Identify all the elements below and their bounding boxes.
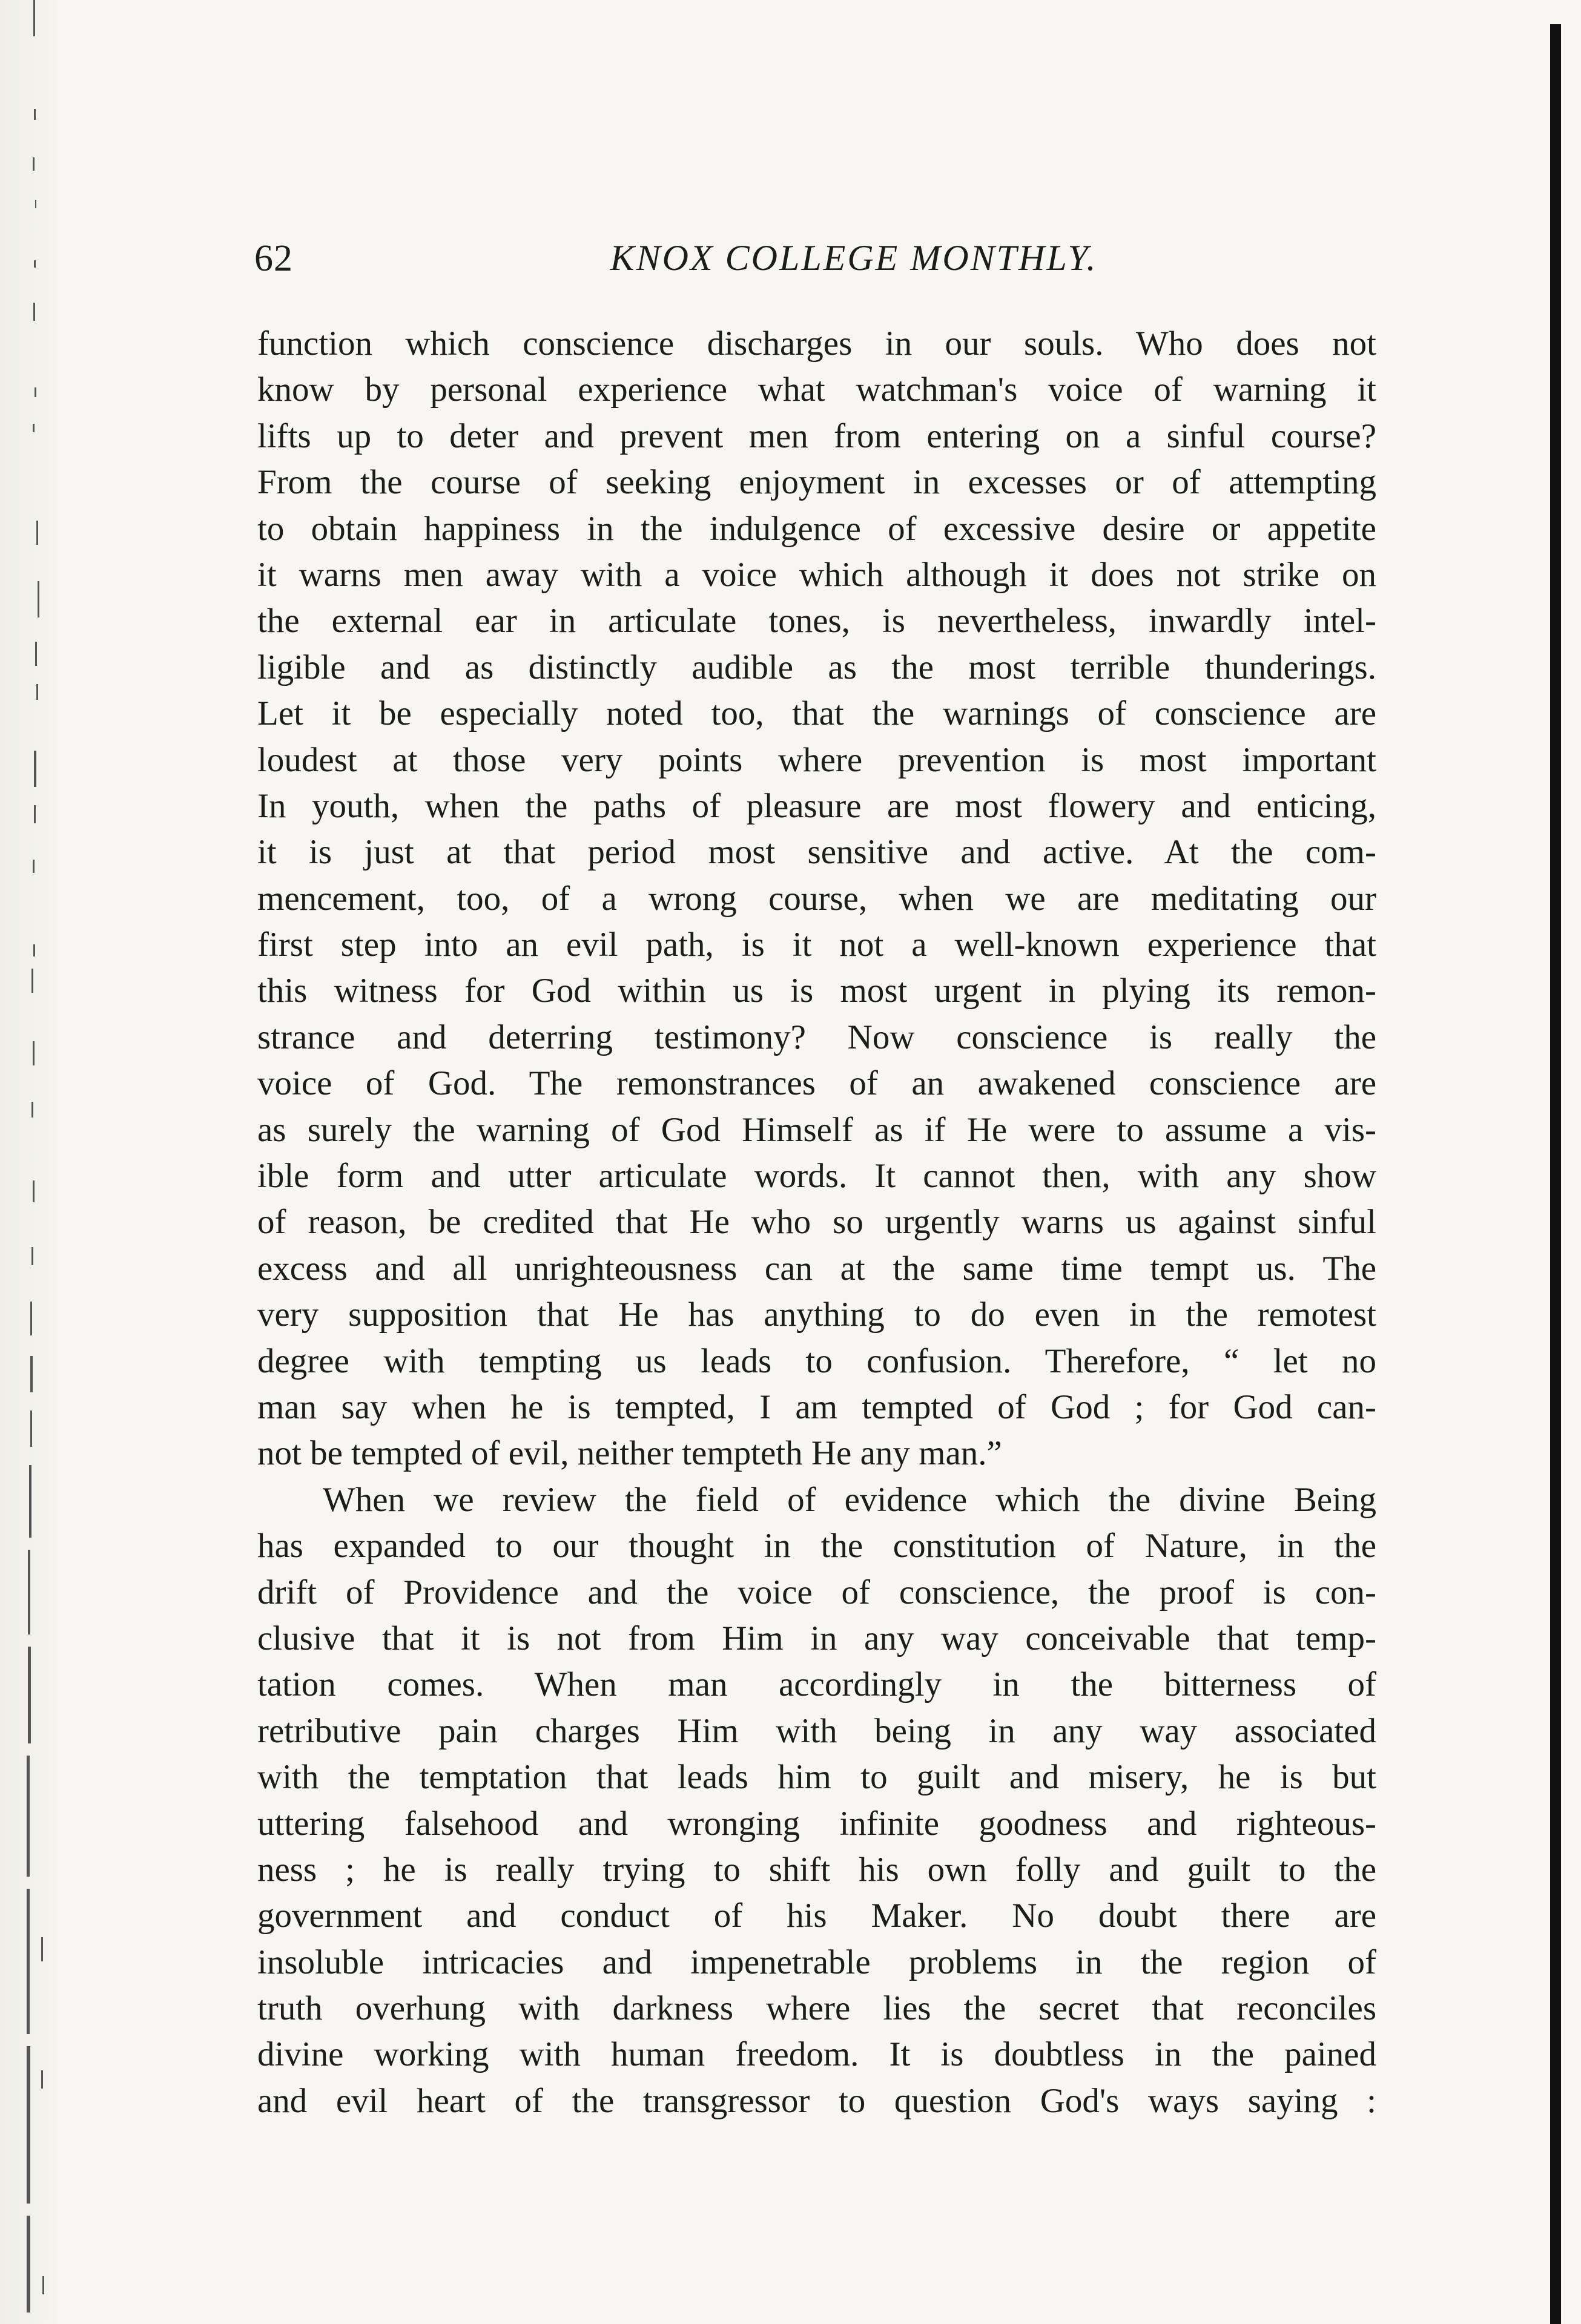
text-line: insoluble intricacies and impenetrable problems in the region of <box>257 1943 1376 1981</box>
text-line: and evil heart of the transgressor to question God's ways saying : <box>257 2081 1376 2120</box>
text-line: divine working with human freedom. It is doubtless in the pained <box>257 2035 1376 2074</box>
text-line: has expanded to our thought in the constitution of Nature, in the <box>257 1527 1376 1565</box>
page-number: 62 <box>254 238 293 279</box>
text-line: voice of God. The remonstrances of an awakened conscience are <box>257 1064 1376 1103</box>
text-line: retributive pain charges Him with being in any way associated <box>257 1711 1376 1750</box>
text-line: very supposition that He has anything to do even in the remotest <box>257 1295 1376 1334</box>
text-line: lifts up to deter and prevent men from entering on a sinful course? <box>257 416 1376 455</box>
text-line: the external ear in articulate tones, is nevertheless, inwardly intel- <box>257 602 1376 640</box>
paragraph-2 <box>257 1477 1376 2124</box>
text-line: as surely the warning of God Himself as if He were to assume a vis- <box>257 1110 1376 1149</box>
binding-specks <box>6 0 48 2324</box>
paragraph-1 <box>257 321 1376 1477</box>
text-line: it warns men away with a voice which although it does not strike on <box>257 555 1376 594</box>
text-line: man say when he is tempted, I am tempted of God ; for God can- <box>257 1387 1376 1426</box>
text-line: of reason, be credited that He who so urgently warns us against sinful <box>257 1203 1376 1242</box>
page-header <box>254 237 1405 304</box>
text-line: to obtain happiness in the indulgence of excessive desire or appetite <box>257 509 1376 548</box>
text-line: ligible and as distinctly audible as the most terrible thunderings. <box>257 648 1376 686</box>
text-line: excess and all unrighteousness can at the same time tempt us. The <box>257 1249 1376 1288</box>
text-line: ness ; he is really trying to shift his own folly and guilt to the <box>257 1850 1376 1889</box>
text-line: clusive that it is not from Him in any way conceivable that temp- <box>257 1619 1376 1657</box>
text-line: uttering falsehood and wronging infinite goodness and righteous- <box>257 1804 1376 1843</box>
text-line: In youth, when the paths of pleasure are most flowery and enticing, <box>257 786 1376 825</box>
text-line: government and conduct of his Maker. No doubt there are <box>257 1897 1376 1935</box>
text-line: Let it be especially noted too, that the warnings of conscience are <box>257 694 1376 733</box>
text-line: know by personal experience what watchman's voice of warning it <box>257 370 1376 409</box>
text-line: not be tempted of evil, neither tempteth He any man.” <box>257 1434 1002 1473</box>
running-title: KNOX COLLEGE MONTHLY. <box>610 238 1098 278</box>
text-line: ible form and utter articulate words. It cannot then, with any show <box>257 1157 1376 1196</box>
text-line: When we review the field of evidence which the divine Being <box>323 1480 1376 1519</box>
text-line: with the temptation that leads him to guilt and misery, he is but <box>257 1758 1376 1797</box>
article-body <box>257 321 1376 2124</box>
text-line: tation comes. When man accordingly in the bitterness of <box>257 1665 1376 1704</box>
text-line: truth overhung with darkness where lies the secret that reconciles <box>257 1989 1376 2028</box>
text-line: mencement, too, of a wrong course, when we are meditating our <box>257 879 1376 918</box>
text-line: strance and deterring testimony? Now conscience is really the <box>257 1018 1376 1056</box>
text-line: degree with tempting us leads to confusion. Therefore, “ let no <box>257 1341 1376 1380</box>
text-line: loudest at those very points where prevention is most important <box>257 740 1376 779</box>
text-line: first step into an evil path, is it not a well-known experience that <box>257 926 1376 964</box>
text-line: drift of Providence and the voice of conscience, the proof is con- <box>257 1573 1376 1611</box>
page-edge-bar <box>1550 24 1561 2324</box>
text-line: function which conscience discharges in our souls. Who does not <box>257 324 1376 363</box>
text-line: From the course of seeking enjoyment in excesses or of attempting <box>257 463 1376 502</box>
text-line: this witness for God within us is most urgent in plying its remon- <box>257 972 1376 1010</box>
text-line: it is just at that period most sensitive and active. At the com- <box>257 833 1376 872</box>
